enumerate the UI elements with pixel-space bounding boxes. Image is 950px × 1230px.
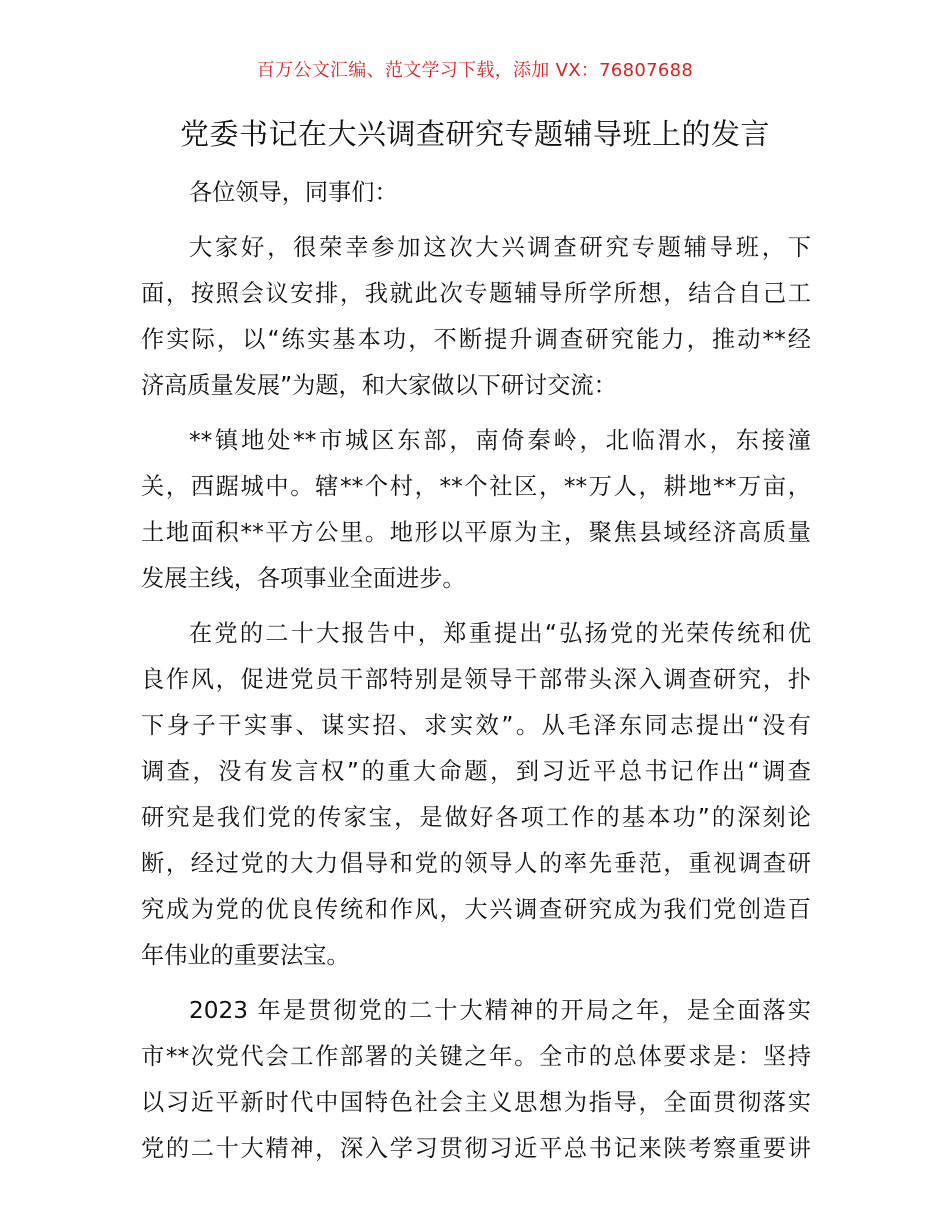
text-line: 土地面积**平方公里。地形以平原为主，聚焦县域经济高质量 bbox=[141, 519, 811, 546]
text-line: 调查，没有发言权”的重大命题，到习近平总书记作出“调查 bbox=[141, 758, 811, 785]
paragraph-intro bbox=[141, 225, 811, 409]
paragraph-greeting bbox=[141, 170, 811, 216]
text-line: 断，经过党的大力倡导和党的领导人的率先垂范，重视调查研 bbox=[141, 850, 811, 877]
paragraph-party-report bbox=[141, 611, 811, 979]
text-line: 年伟业的重要法宝。 bbox=[141, 942, 350, 969]
text-line: 面，按照会议安排，我就此次专题辅导所学所想，结合自己工 bbox=[141, 280, 811, 307]
text-line: 以习近平新时代中国特色社会主义思想为指导，全面贯彻落实 bbox=[141, 1089, 811, 1116]
text-line: 良作风，促进党员干部特别是领导干部带头深入调查研究，扑 bbox=[141, 666, 811, 693]
text-line: 发展主线，各项事业全面进步。 bbox=[141, 565, 466, 592]
text-line: 各位领导，同事们： bbox=[189, 179, 398, 206]
paragraph-town-overview bbox=[141, 418, 811, 602]
text-line: 济高质量发展”为题，和大家做以下研讨交流： bbox=[141, 372, 617, 399]
text-line: 2023 年是贯彻党的二十大精神的开局之年，是全面落实 bbox=[189, 997, 811, 1024]
text-line: 大家好，很荣幸参加这次大兴调查研究专题辅导班，下 bbox=[189, 234, 811, 261]
text-line: 市**次党代会工作部署的关键之年。全市的总体要求是：坚持 bbox=[141, 1043, 811, 1070]
text-line: 关，西踞城中。辖**个村，**个社区，**万人，耕地**万亩， bbox=[141, 473, 811, 500]
text-line: 究成为党的优良传统和作风，大兴调查研究成为我们党创造百 bbox=[141, 896, 811, 923]
paragraph-2023-requirements bbox=[141, 988, 811, 1172]
text-line: 作实际，以“练实基本功，不断提升调查研究能力，推动**经 bbox=[141, 326, 811, 353]
watermark-banner: 百万公文汇编、范文学习下载，添加 VX：76807688 bbox=[256, 60, 694, 81]
text-line: **镇地处**市城区东部，南倚秦岭，北临渭水，东接潼 bbox=[189, 427, 811, 454]
document-body bbox=[141, 170, 811, 1172]
text-line: 研究是我们党的传家宝，是做好各项工作的基本功”的深刻论 bbox=[141, 804, 811, 831]
document-title: 党委书记在大兴调查研究专题辅导班上的发言 bbox=[179, 117, 770, 151]
text-line: 党的二十大精神，深入学习贯彻习近平总书记来陕考察重要讲 bbox=[141, 1135, 811, 1162]
text-line: 在党的二十大报告中，郑重提出“弘扬党的光荣传统和优 bbox=[189, 620, 811, 647]
text-line: 下身子干实事、谋实招、求实效”。从毛泽东同志提出“没有 bbox=[141, 712, 811, 739]
